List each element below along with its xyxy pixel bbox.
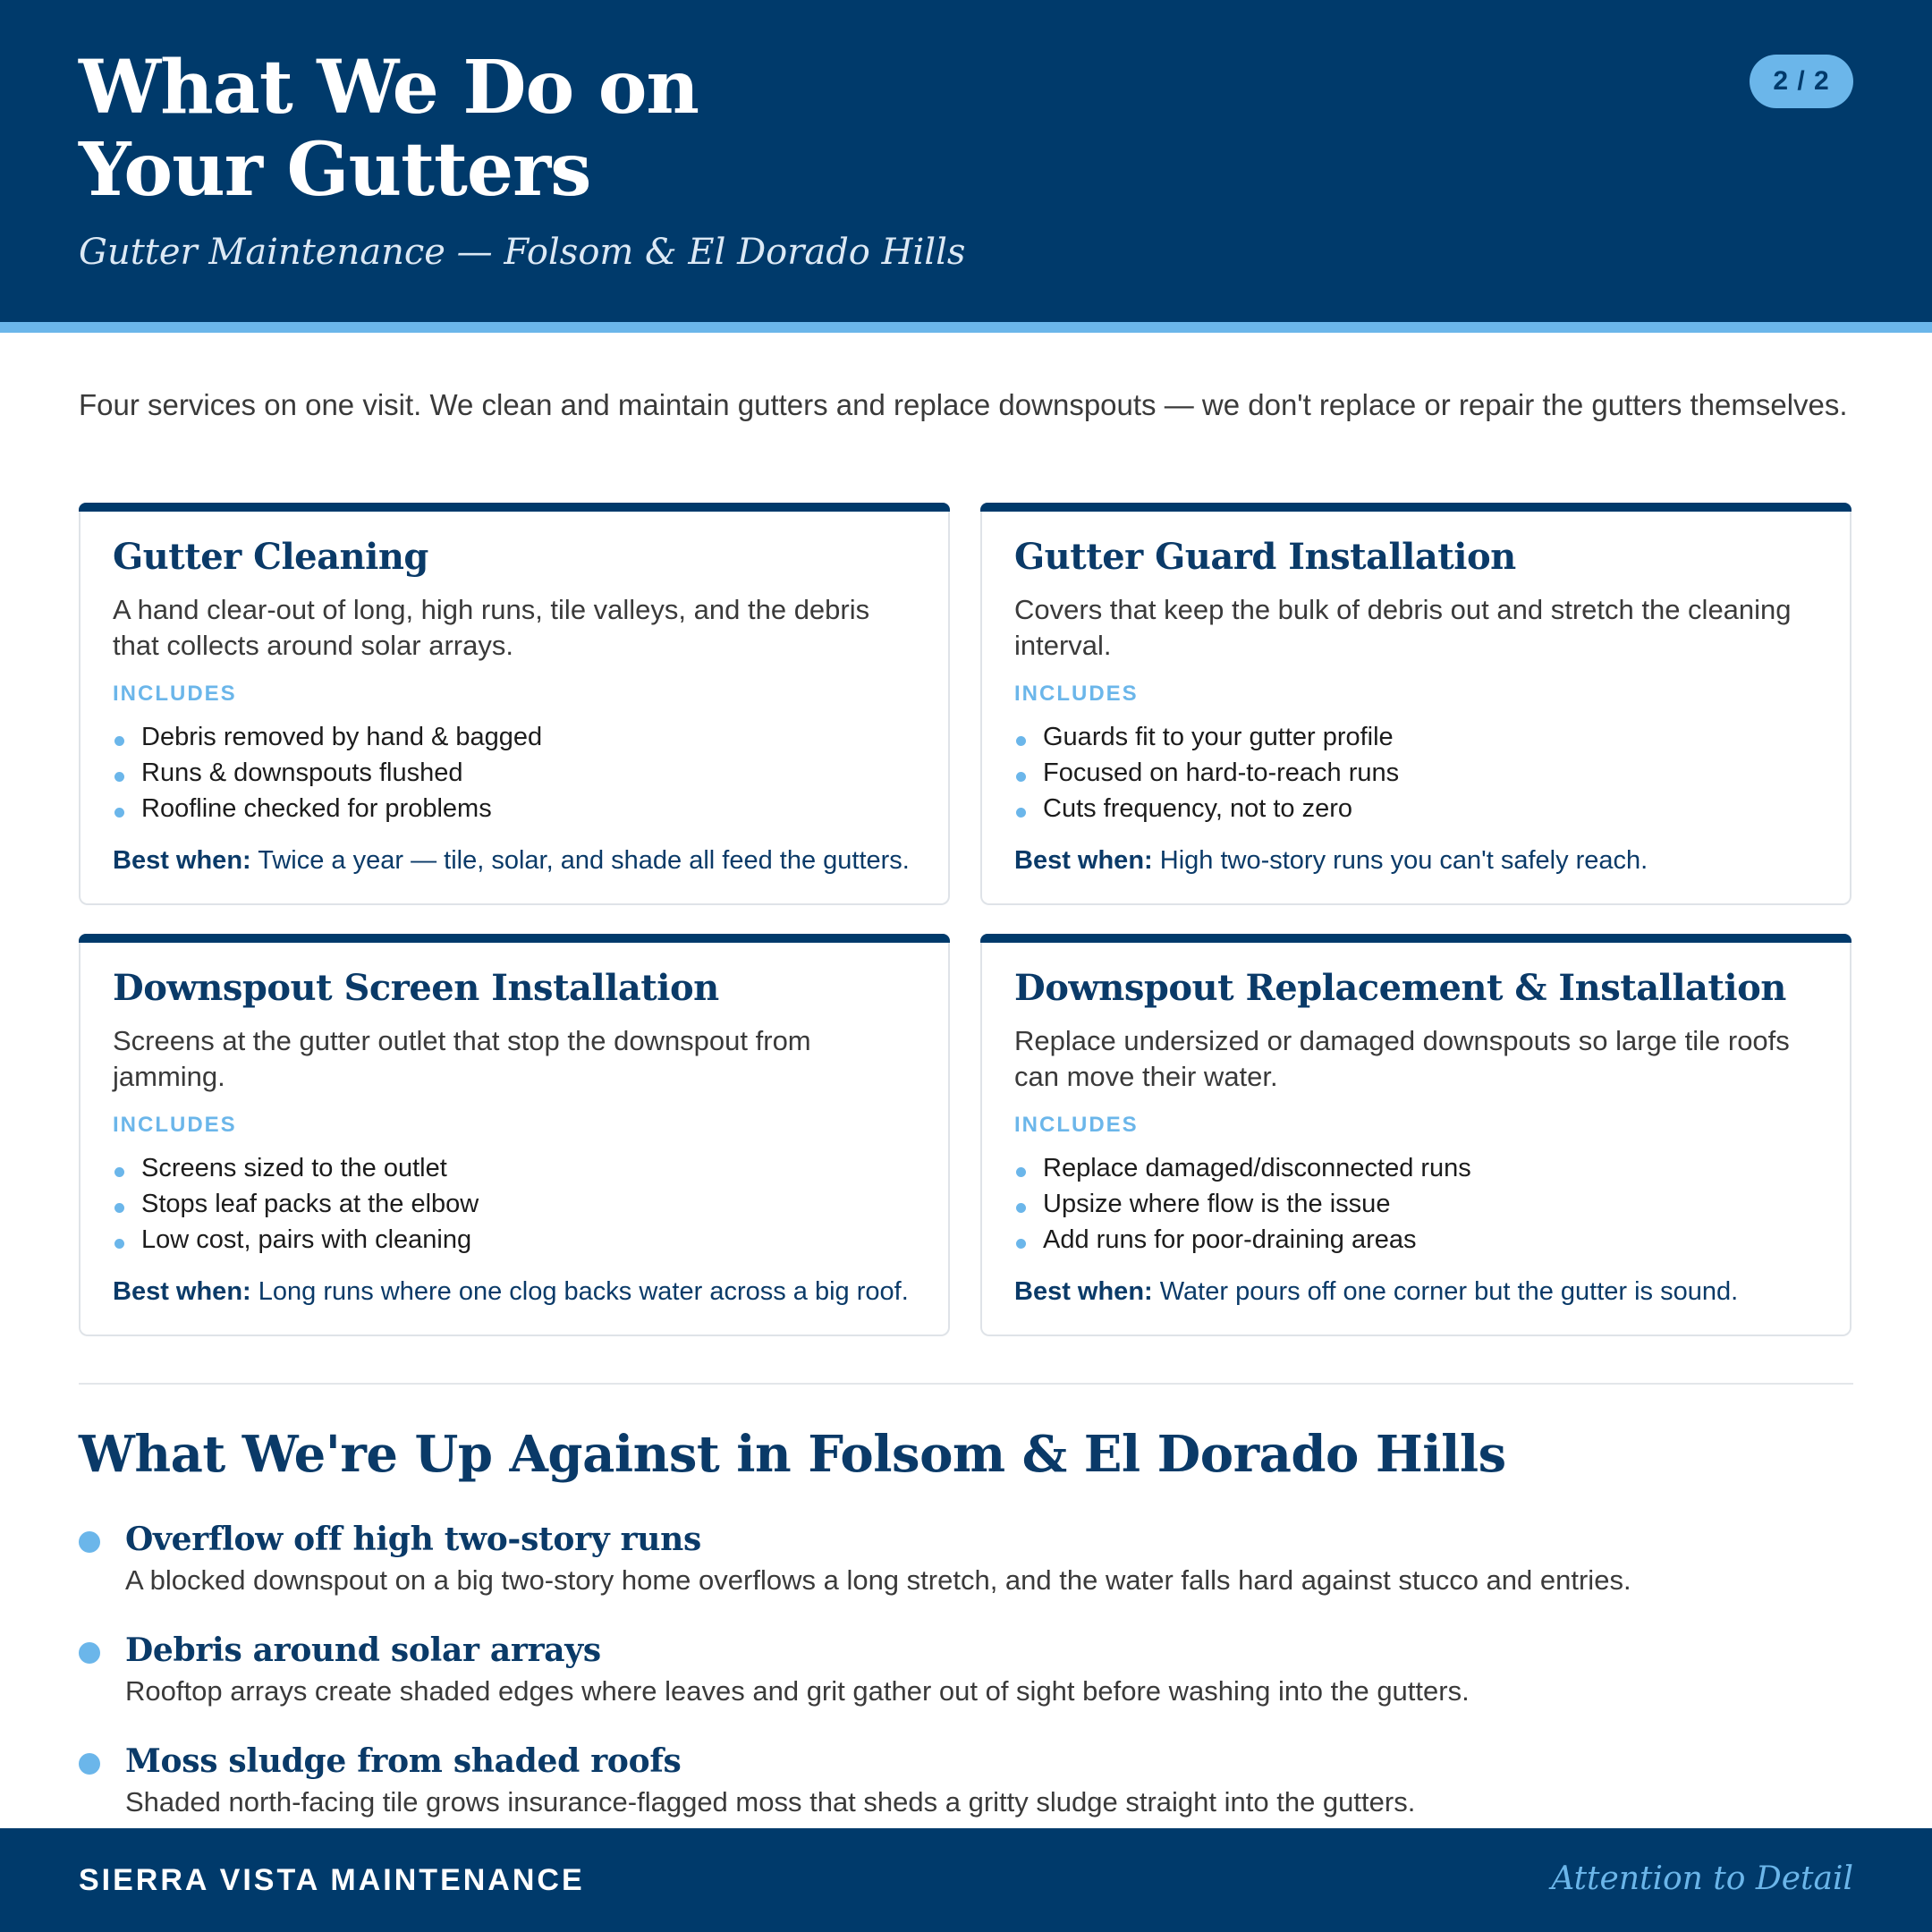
challenge-item [79, 1517, 1853, 1615]
challenge-item [79, 1628, 1853, 1726]
page-footer [0, 1828, 1932, 1932]
best-when-text: Twice a year — tile, solar, and shade all feed the gutters. [258, 846, 910, 875]
intro-paragraph: Four services on one visit. We clean and maintain gutters and replace downspouts — we don't replace or repair the gutters themselves. [79, 388, 1848, 421]
includes-list [113, 1150, 918, 1258]
best-when-line [1014, 843, 1819, 878]
list-item [1014, 1150, 1819, 1186]
card-description: A hand clear-out of long, high runs, tile valleys, and the debris that collects around solar arrays. [113, 594, 870, 661]
list-item-text: Focused on hard-to-reach runs [1043, 758, 1400, 787]
list-item [1014, 791, 1819, 826]
bullet-icon [1016, 772, 1026, 782]
challenge-title: Overflow off high two-story runs [125, 1521, 701, 1558]
list-item-text: Screens sized to the outlet [141, 1154, 447, 1182]
service-card-downspout-replacement [980, 934, 1852, 1336]
challenge-item [79, 1739, 1853, 1837]
list-item [113, 719, 918, 755]
best-when-label: Best when: [1014, 1277, 1153, 1306]
service-card-gutter-cleaning [79, 503, 950, 905]
page-subtitle: Gutter Maintenance — Folsom & El Dorado Hills [79, 232, 966, 273]
list-item [113, 1222, 918, 1258]
challenge-text: Shaded north-facing tile grows insurance-flagged moss that sheds a gritty sludge straight into the gutters. [125, 1786, 1416, 1818]
includes-list [113, 719, 918, 826]
card-top-bar [79, 503, 950, 512]
list-item-text: Debris removed by hand & bagged [141, 723, 543, 751]
bullet-icon [114, 772, 124, 782]
bullet-icon [79, 1753, 100, 1775]
footer-brand-name: SIERRA VISTA MAINTENANCE [79, 1863, 585, 1897]
best-when-text: Water pours off one corner but the gutter is sound. [1159, 1277, 1739, 1306]
footer-tagline: Attention to Detail [1551, 1860, 1853, 1897]
includes-label: INCLUDES [1014, 682, 1139, 706]
page-title-line-1: What We Do on [79, 45, 699, 131]
card-top-bar [79, 934, 950, 943]
bullet-icon [79, 1642, 100, 1664]
best-when-text: Long runs where one clog backs water across a big roof. [258, 1277, 909, 1306]
best-when-label: Best when: [113, 1277, 251, 1306]
includes-list [1014, 1150, 1819, 1258]
challenge-title: Moss sludge from shaded roofs [125, 1742, 682, 1780]
bullet-icon [1016, 1239, 1026, 1249]
card-description: Screens at the gutter outlet that stop the downspout from jamming. [113, 1025, 811, 1092]
list-item [113, 755, 918, 791]
header-accent-stripe [0, 322, 1932, 333]
card-title: Downspout Screen Installation [113, 967, 719, 1009]
best-when-label: Best when: [1014, 846, 1153, 875]
includes-label: INCLUDES [113, 682, 237, 706]
list-item-text: Upsize where flow is the issue [1043, 1190, 1391, 1218]
page-title [79, 47, 1152, 211]
bullet-icon [114, 736, 124, 746]
list-item-text: Cuts frequency, not to zero [1043, 794, 1353, 823]
includes-label: INCLUDES [113, 1113, 237, 1137]
list-item-text: Stops leaf packs at the elbow [141, 1190, 479, 1218]
page-title-line-2: Your Gutters [79, 127, 591, 213]
service-card-gutter-guard-installation [980, 503, 1852, 905]
challenge-title: Debris around solar arrays [125, 1631, 601, 1669]
page-indicator-badge: 2 / 2 [1750, 55, 1853, 108]
bullet-icon [114, 1203, 124, 1213]
best-when-text: High two-story runs you can't safely reach. [1159, 846, 1648, 875]
bullet-icon [114, 1167, 124, 1177]
best-when-line [1014, 1274, 1819, 1309]
includes-list [1014, 719, 1819, 826]
list-item-text: Guards fit to your gutter profile [1043, 723, 1394, 751]
card-title: Gutter Guard Installation [1014, 536, 1516, 578]
list-item [1014, 1222, 1819, 1258]
challenges-section-title: What We're Up Against in Folsom & El Dorado Hills [79, 1425, 1506, 1484]
bullet-icon [1016, 1203, 1026, 1213]
list-item [1014, 1186, 1819, 1222]
list-item-text: Replace damaged/disconnected runs [1043, 1154, 1471, 1182]
challenge-text: A blocked downspout on a big two-story home overflows a long stretch, and the water falls hard against stucco and entries. [125, 1564, 1631, 1596]
list-item [113, 1150, 918, 1186]
bullet-icon [79, 1531, 100, 1553]
list-item [1014, 719, 1819, 755]
list-item [113, 1186, 918, 1222]
card-description: Covers that keep the bulk of debris out and stretch the cleaning interval. [1014, 594, 1792, 661]
includes-label: INCLUDES [1014, 1113, 1139, 1137]
best-when-line [113, 843, 918, 878]
card-top-bar [980, 503, 1852, 512]
bullet-icon [114, 808, 124, 818]
list-item-text: Roofline checked for problems [141, 794, 492, 823]
bullet-icon [1016, 808, 1026, 818]
list-item [1014, 755, 1819, 791]
list-item [113, 791, 918, 826]
page-header [0, 0, 1932, 322]
bullet-icon [114, 1239, 124, 1249]
best-when-line [113, 1274, 918, 1309]
list-item-text: Runs & downspouts flushed [141, 758, 463, 787]
card-title: Gutter Cleaning [113, 536, 428, 578]
service-card-downspout-screen-installation [79, 934, 950, 1336]
bullet-icon [1016, 1167, 1026, 1177]
list-item-text: Low cost, pairs with cleaning [141, 1225, 472, 1254]
card-title: Downspout Replacement & Installation [1014, 967, 1786, 1009]
section-divider [79, 1383, 1853, 1385]
list-item-text: Add runs for poor-draining areas [1043, 1225, 1417, 1254]
challenge-text: Rooftop arrays create shaded edges where leaves and grit gather out of sight before washing into the gutters. [125, 1675, 1470, 1707]
card-top-bar [980, 934, 1852, 943]
bullet-icon [1016, 736, 1026, 746]
best-when-label: Best when: [113, 846, 251, 875]
card-description: Replace undersized or damaged downspouts so large tile roofs can move their water. [1014, 1025, 1790, 1092]
